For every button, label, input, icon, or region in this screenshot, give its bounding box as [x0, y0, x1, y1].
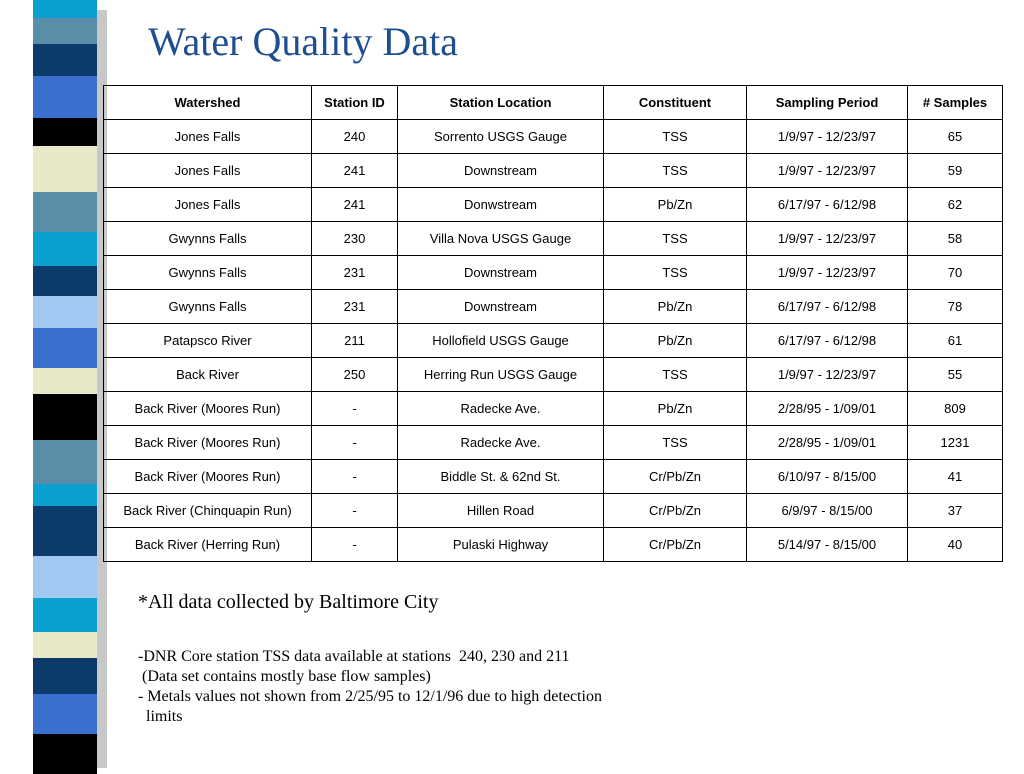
- cell-sampling-period: 6/10/97 - 8/15/00: [747, 460, 908, 494]
- cell-constituent: TSS: [604, 222, 747, 256]
- cell-watershed: Gwynns Falls: [104, 256, 312, 290]
- header-sampling-period: Sampling Period: [747, 86, 908, 120]
- cell-sampling-period: 6/17/97 - 6/12/98: [747, 324, 908, 358]
- cell-samples: 40: [908, 528, 1003, 562]
- cell-sampling-period: 2/28/95 - 1/09/01: [747, 392, 908, 426]
- stripe-segment: [33, 658, 97, 694]
- table-row: [104, 256, 1003, 290]
- note-line: -DNR Core station TSS data available at stations 240, 230 and 211: [138, 648, 570, 665]
- cell-watershed: Back River (Moores Run): [104, 392, 312, 426]
- cell-watershed: Jones Falls: [104, 154, 312, 188]
- cell-sampling-period: 1/9/97 - 12/23/97: [747, 154, 908, 188]
- cell-constituent: TSS: [604, 120, 747, 154]
- table-row: [104, 392, 1003, 426]
- cell-constituent: Pb/Zn: [604, 188, 747, 222]
- stripe-segment: [33, 440, 97, 484]
- header-station-location: Station Location: [398, 86, 604, 120]
- cell-watershed: Jones Falls: [104, 120, 312, 154]
- stripe-segment: [33, 484, 97, 506]
- stripe-segment: [33, 556, 97, 598]
- cell-sampling-period: 1/9/97 - 12/23/97: [747, 256, 908, 290]
- cell-station-id: 241: [312, 154, 398, 188]
- stripe-segment: [33, 146, 97, 192]
- cell-sampling-period: 1/9/97 - 12/23/97: [747, 120, 908, 154]
- stripe-segment: [33, 266, 97, 296]
- header-station-id: Station ID: [312, 86, 398, 120]
- cell-watershed: Back River (Chinquapin Run): [104, 494, 312, 528]
- cell-station-location: Biddle St. & 62nd St.: [398, 460, 604, 494]
- stripe-segment: [33, 118, 97, 146]
- table-row: [104, 426, 1003, 460]
- cell-constituent: Pb/Zn: [604, 324, 747, 358]
- cell-station-location: Downstream: [398, 154, 604, 188]
- cell-station-location: Hollofield USGS Gauge: [398, 324, 604, 358]
- cell-samples: 78: [908, 290, 1003, 324]
- cell-station-location: Sorrento USGS Gauge: [398, 120, 604, 154]
- note-main: *All data collected by Baltimore City: [138, 591, 439, 613]
- cell-sampling-period: 6/9/97 - 8/15/00: [747, 494, 908, 528]
- note-line: - Metals values not shown from 2/25/95 to 12/1/96 due to high detection: [138, 688, 602, 705]
- decorative-stripe: [0, 0, 120, 768]
- cell-station-id: 211: [312, 324, 398, 358]
- note-line: limits: [138, 708, 183, 725]
- stripe-segment: [33, 734, 97, 774]
- cell-station-location: Radecke Ave.: [398, 392, 604, 426]
- header-constituent: Constituent: [604, 86, 747, 120]
- water-quality-table: [103, 85, 1003, 562]
- cell-sampling-period: 6/17/97 - 6/12/98: [747, 290, 908, 324]
- table-header-row: [104, 86, 1003, 120]
- cell-constituent: Pb/Zn: [604, 392, 747, 426]
- cell-sampling-period: 1/9/97 - 12/23/97: [747, 222, 908, 256]
- cell-station-location: Donwstream: [398, 188, 604, 222]
- table-row: [104, 290, 1003, 324]
- cell-constituent: TSS: [604, 154, 747, 188]
- cell-station-id: 231: [312, 256, 398, 290]
- cell-station-id: -: [312, 426, 398, 460]
- cell-samples: 809: [908, 392, 1003, 426]
- cell-samples: 62: [908, 188, 1003, 222]
- stripe-column: [33, 0, 97, 768]
- stripe-segment: [33, 598, 97, 632]
- cell-constituent: Cr/Pb/Zn: [604, 460, 747, 494]
- cell-station-location: Hillen Road: [398, 494, 604, 528]
- cell-station-id: 231: [312, 290, 398, 324]
- cell-watershed: Back River (Moores Run): [104, 426, 312, 460]
- header-watershed: Watershed: [104, 86, 312, 120]
- cell-samples: 61: [908, 324, 1003, 358]
- cell-samples: 65: [908, 120, 1003, 154]
- table-row: [104, 324, 1003, 358]
- table-row: [104, 460, 1003, 494]
- cell-constituent: Pb/Zn: [604, 290, 747, 324]
- cell-station-location: Herring Run USGS Gauge: [398, 358, 604, 392]
- cell-samples: 59: [908, 154, 1003, 188]
- cell-station-id: -: [312, 392, 398, 426]
- table-row: [104, 120, 1003, 154]
- cell-watershed: Patapsco River: [104, 324, 312, 358]
- cell-samples: 1231: [908, 426, 1003, 460]
- cell-sampling-period: 6/17/97 - 6/12/98: [747, 188, 908, 222]
- stripe-segment: [33, 18, 97, 44]
- cell-station-id: -: [312, 494, 398, 528]
- cell-samples: 70: [908, 256, 1003, 290]
- cell-samples: 37: [908, 494, 1003, 528]
- table-row: [104, 222, 1003, 256]
- cell-station-id: -: [312, 528, 398, 562]
- cell-constituent: Cr/Pb/Zn: [604, 528, 747, 562]
- cell-station-id: -: [312, 460, 398, 494]
- cell-sampling-period: 1/9/97 - 12/23/97: [747, 358, 908, 392]
- cell-station-location: Pulaski Highway: [398, 528, 604, 562]
- stripe-segment: [33, 232, 97, 266]
- cell-station-location: Downstream: [398, 256, 604, 290]
- cell-sampling-period: 2/28/95 - 1/09/01: [747, 426, 908, 460]
- stripe-segment: [33, 76, 97, 118]
- cell-watershed: Back River (Moores Run): [104, 460, 312, 494]
- stripe-segment: [33, 44, 97, 76]
- table-row: [104, 358, 1003, 392]
- cell-station-location: Radecke Ave.: [398, 426, 604, 460]
- stripe-segment: [33, 368, 97, 394]
- stripe-segment: [33, 192, 97, 232]
- cell-station-id: 230: [312, 222, 398, 256]
- stripe-segment: [33, 694, 97, 734]
- cell-watershed: Jones Falls: [104, 188, 312, 222]
- note-line: (Data set contains mostly base flow samples): [138, 668, 431, 685]
- header-samples: # Samples: [908, 86, 1003, 120]
- cell-watershed: Back River (Herring Run): [104, 528, 312, 562]
- table-row: [104, 528, 1003, 562]
- stripe-segment: [33, 296, 97, 328]
- cell-watershed: Gwynns Falls: [104, 222, 312, 256]
- table-row: [104, 494, 1003, 528]
- cell-constituent: Cr/Pb/Zn: [604, 494, 747, 528]
- cell-watershed: Gwynns Falls: [104, 290, 312, 324]
- stripe-segment: [33, 506, 97, 556]
- cell-samples: 41: [908, 460, 1003, 494]
- cell-constituent: TSS: [604, 256, 747, 290]
- table-row: [104, 188, 1003, 222]
- table-row: [104, 154, 1003, 188]
- cell-samples: 55: [908, 358, 1003, 392]
- cell-constituent: TSS: [604, 426, 747, 460]
- cell-constituent: TSS: [604, 358, 747, 392]
- cell-station-location: Downstream: [398, 290, 604, 324]
- cell-station-location: Villa Nova USGS Gauge: [398, 222, 604, 256]
- stripe-segment: [33, 632, 97, 658]
- cell-station-id: 240: [312, 120, 398, 154]
- cell-station-id: 250: [312, 358, 398, 392]
- stripe-segment: [33, 0, 97, 18]
- cell-watershed: Back River: [104, 358, 312, 392]
- stripe-segment: [33, 328, 97, 368]
- slide-title: Water Quality Data: [148, 19, 458, 64]
- cell-sampling-period: 5/14/97 - 8/15/00: [747, 528, 908, 562]
- cell-station-id: 241: [312, 188, 398, 222]
- cell-samples: 58: [908, 222, 1003, 256]
- stripe-segment: [33, 394, 97, 440]
